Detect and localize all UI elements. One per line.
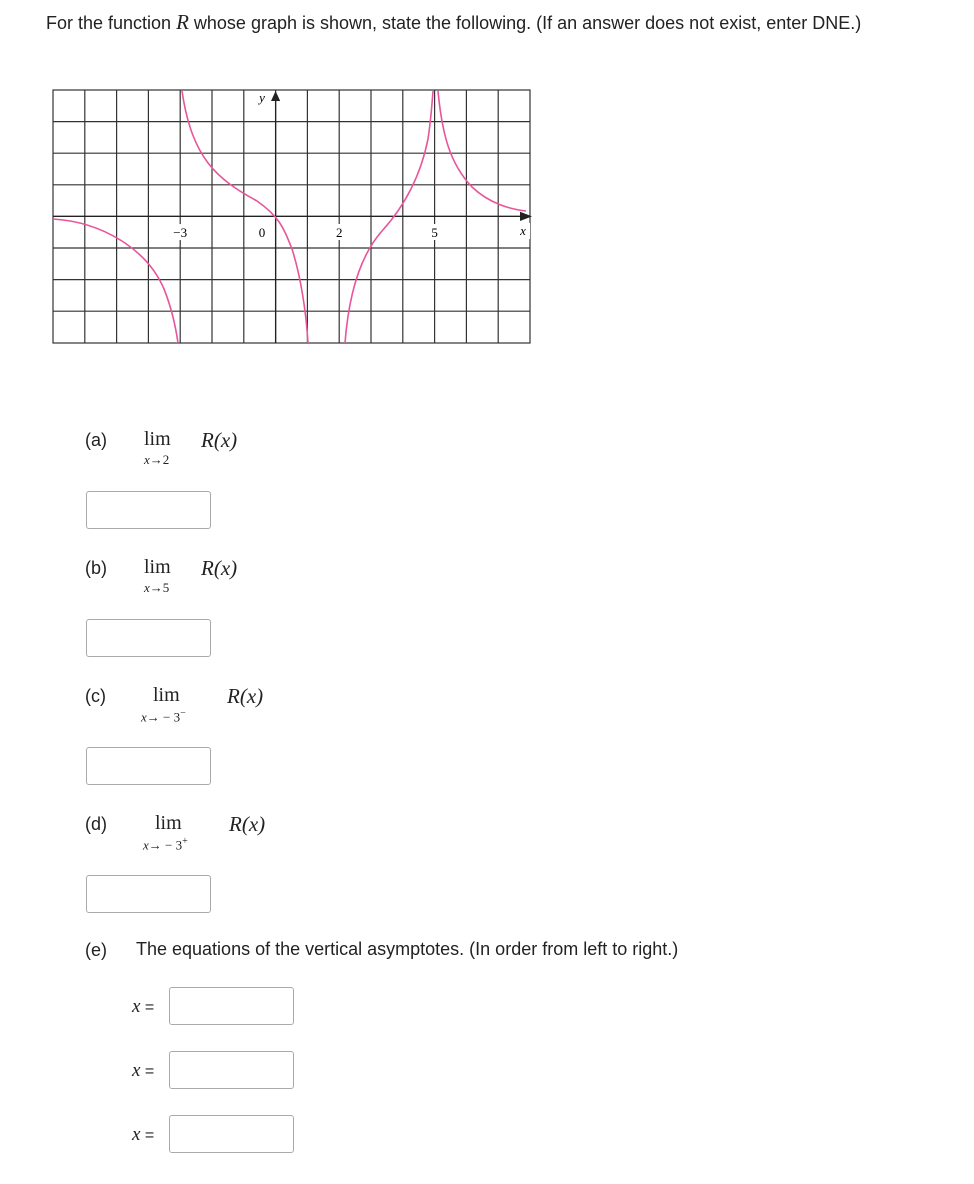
part-b-sub-target: 5 bbox=[162, 580, 170, 595]
part-a-sub-target: 2 bbox=[162, 452, 170, 467]
asymptote-1-var: x bbox=[132, 996, 141, 1017]
part-b-label: (b) bbox=[85, 558, 107, 578]
part-c-func-name: R bbox=[227, 684, 240, 708]
function-name: R bbox=[176, 10, 189, 34]
curve-left-branch bbox=[53, 219, 178, 343]
part-a-subscript bbox=[144, 452, 169, 468]
part-c-function bbox=[227, 684, 263, 709]
part-c-subscript bbox=[141, 708, 186, 725]
part-a-sub-arrow: → bbox=[149, 452, 163, 467]
y-axis-arrow-icon bbox=[271, 91, 280, 101]
part-d-lim: lim bbox=[155, 812, 182, 834]
part-c-func-arg: (x) bbox=[239, 684, 264, 708]
part-d-sub-side: + bbox=[182, 836, 188, 847]
part-d-func-arg: (x) bbox=[241, 812, 266, 836]
part-b-sub-arrow: → bbox=[149, 580, 163, 595]
part-b-lim: lim bbox=[144, 556, 171, 578]
part-d-sub-arrow: → bbox=[148, 837, 162, 853]
tick-label-neg3: −3 bbox=[173, 225, 188, 240]
asymptote-2-input[interactable] bbox=[169, 1051, 294, 1089]
part-d-sub-var: x bbox=[143, 837, 149, 853]
part-c-sub-arrow: → bbox=[146, 709, 160, 725]
asymptote-3-var: x bbox=[132, 1124, 141, 1145]
question-prompt bbox=[46, 10, 956, 36]
asymptote-2-label bbox=[132, 1060, 154, 1082]
part-c-sub-side: − bbox=[180, 708, 186, 719]
part-c-sub-var: x bbox=[141, 709, 147, 725]
part-d-sub-target: − 3 bbox=[161, 837, 183, 853]
part-b-sub-var: x bbox=[144, 580, 150, 595]
asymptote-3-input[interactable] bbox=[169, 1115, 294, 1153]
part-d-function bbox=[229, 812, 265, 837]
part-a-label: (a) bbox=[85, 430, 107, 450]
part-a-function bbox=[201, 428, 237, 453]
part-e-instructions: The equations of the vertical asymptotes. (In order from left to right.) bbox=[136, 939, 679, 959]
tick-label-5: 5 bbox=[431, 225, 438, 240]
part-a-func-arg: (x) bbox=[213, 428, 238, 452]
part-d-func-name: R bbox=[229, 812, 242, 836]
asymptote-2-var: x bbox=[132, 1060, 141, 1081]
part-b-function bbox=[201, 556, 237, 581]
part-c-sub-target: − 3 bbox=[159, 709, 181, 725]
prompt-text-end: whose graph is shown, state the following. (If an answer does not exist, enter DNE.) bbox=[188, 13, 862, 33]
part-a-sub-var: x bbox=[144, 452, 150, 467]
part-c-answer-input[interactable] bbox=[86, 747, 211, 785]
part-d-label: (d) bbox=[85, 814, 107, 834]
prompt-text-start: For the function bbox=[46, 13, 177, 33]
part-d-answer-input[interactable] bbox=[86, 875, 211, 913]
asymptote-1-eq: = bbox=[140, 999, 155, 1016]
part-b-subscript bbox=[144, 580, 169, 596]
tick-label-2: 2 bbox=[335, 225, 343, 240]
asymptote-1-input[interactable] bbox=[169, 987, 294, 1025]
part-b-answer-input[interactable] bbox=[86, 619, 211, 657]
asymptote-3-label bbox=[132, 1124, 154, 1146]
curve-right-branch bbox=[438, 91, 526, 211]
y-axis-label: y bbox=[259, 90, 265, 105]
function-graph bbox=[52, 89, 532, 345]
x-axis-label: x bbox=[520, 223, 526, 238]
part-a-func-name: R bbox=[201, 428, 214, 452]
asymptote-3-eq: = bbox=[140, 1127, 155, 1144]
part-a-answer-input[interactable] bbox=[86, 491, 211, 529]
part-b-func-name: R bbox=[201, 556, 214, 580]
part-d-subscript bbox=[143, 836, 188, 853]
part-e-label: (e) bbox=[85, 940, 107, 960]
asymptote-1-label bbox=[132, 996, 154, 1018]
part-b-func-arg: (x) bbox=[213, 556, 238, 580]
axes bbox=[53, 93, 528, 343]
asymptote-2-eq: = bbox=[140, 1063, 155, 1080]
tick-label-0: 0 bbox=[258, 225, 266, 240]
part-c-label: (c) bbox=[85, 686, 106, 706]
part-a-lim: lim bbox=[144, 428, 171, 450]
part-c-lim: lim bbox=[153, 684, 180, 706]
